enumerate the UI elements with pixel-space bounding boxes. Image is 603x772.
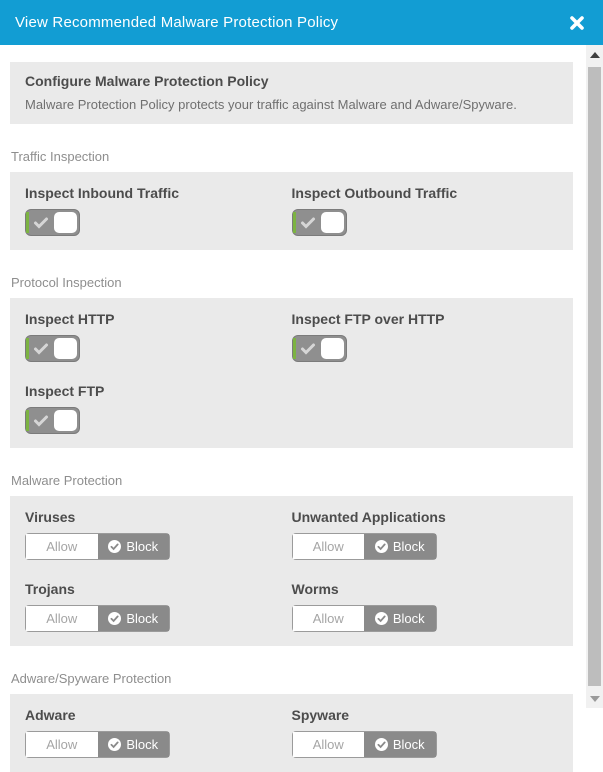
field-label: Inspect FTP over HTTP [291,311,445,327]
segmented-spyware [292,731,437,758]
toggle-inspect-ftp[interactable] [25,407,80,434]
check-icon [34,217,48,228]
vertical-scrollbar[interactable] [586,45,603,708]
toggle-inspect-outbound-traffic[interactable] [292,209,347,236]
block-button[interactable] [98,606,170,631]
toggle-inspect-inbound-traffic[interactable] [25,209,80,236]
segmented-worms [292,605,437,632]
section-traffic-inspection [10,172,573,250]
section-label-protocol-inspection: Protocol Inspection [11,275,122,290]
section-label-malware-protection: Malware Protection [11,473,123,488]
scroll-down-icon [590,696,600,702]
segmented-viruses [25,533,170,560]
field-inspect-ftp [25,383,292,434]
section-label-adware-spyware-protection: Adware/Spyware Protection [11,671,172,686]
check-circle-icon [108,540,121,553]
check-circle-icon [108,612,121,625]
field-inspect-ftp-over-http [292,311,559,362]
field-viruses [25,509,292,560]
toggle-on-indicator [26,410,29,431]
check-icon [301,217,315,228]
intro-description: Malware Protection Policy protects your traffic against Malware and Adware/Spyware. [25,97,517,112]
field-label: Inspect Inbound Traffic [25,185,180,201]
field-unwanted-applications [292,509,559,560]
close-icon [569,15,585,31]
field-trojans [25,581,292,632]
section-adware-spyware-protection [10,694,573,772]
toggle-inspect-ftp-over-http[interactable] [292,335,347,362]
block-label: Block [392,737,425,752]
modal-title: View Recommended Malware Protection Policy [15,14,339,31]
check-circle-icon [375,612,388,625]
toggle-knob [321,212,344,233]
check-circle-icon [375,540,388,553]
scrollbar-thumb[interactable] [588,67,601,686]
field-worms [292,581,559,632]
check-icon [34,343,48,354]
field-label: Inspect Outbound Traffic [291,185,458,201]
field-spyware [292,707,559,758]
field-adware [25,707,292,758]
field-label: Inspect FTP [25,383,105,399]
check-circle-icon [108,738,121,751]
toggle-on-indicator [26,212,29,233]
close-button[interactable] [566,12,588,34]
allow-button[interactable]: Allow [293,534,365,559]
modal-body [10,45,573,772]
field-label: Unwanted Applications [291,509,446,525]
block-label: Block [126,737,159,752]
field-inspect-outbound-traffic [292,185,559,236]
allow-button[interactable]: Allow [293,606,365,631]
toggle-on-indicator [293,212,296,233]
intro-title: Configure Malware Protection Policy [25,73,269,89]
field-inspect-inbound-traffic [25,185,292,236]
field-label: Spyware [291,707,350,723]
allow-button[interactable]: Allow [26,732,98,757]
block-label: Block [126,539,159,554]
segmented-adware [25,731,170,758]
toggle-knob [54,212,77,233]
field-label: Trojans [25,581,75,597]
field-label: Adware [25,707,76,723]
scroll-down-button[interactable] [586,696,603,702]
block-button[interactable] [364,732,436,757]
block-label: Block [126,611,159,626]
allow-button[interactable]: Allow [293,732,365,757]
scroll-up-icon [590,52,600,58]
intro-box [10,62,573,124]
check-icon [301,343,315,354]
toggle-on-indicator [293,338,296,359]
scroll-up-button[interactable] [586,52,603,58]
section-label-traffic-inspection: Traffic Inspection [11,149,110,164]
field-label: Inspect HTTP [25,311,115,327]
field-label: Worms [291,581,339,597]
toggle-knob [54,410,77,431]
segmented-unwanted-applications [292,533,437,560]
block-button[interactable] [98,534,170,559]
section-protocol-inspection [10,298,573,448]
block-button[interactable] [98,732,170,757]
toggle-knob [321,338,344,359]
check-icon [34,415,48,426]
field-label: Viruses [25,509,76,525]
allow-button[interactable]: Allow [26,606,98,631]
toggle-knob [54,338,77,359]
field-inspect-http [25,311,292,362]
block-label: Block [392,611,425,626]
allow-button[interactable]: Allow [26,534,98,559]
block-button[interactable] [364,534,436,559]
toggle-on-indicator [26,338,29,359]
check-circle-icon [375,738,388,751]
block-label: Block [392,539,425,554]
section-malware-protection [10,496,573,646]
block-button[interactable] [364,606,436,631]
segmented-trojans [25,605,170,632]
modal-header [0,0,603,45]
toggle-inspect-http[interactable] [25,335,80,362]
